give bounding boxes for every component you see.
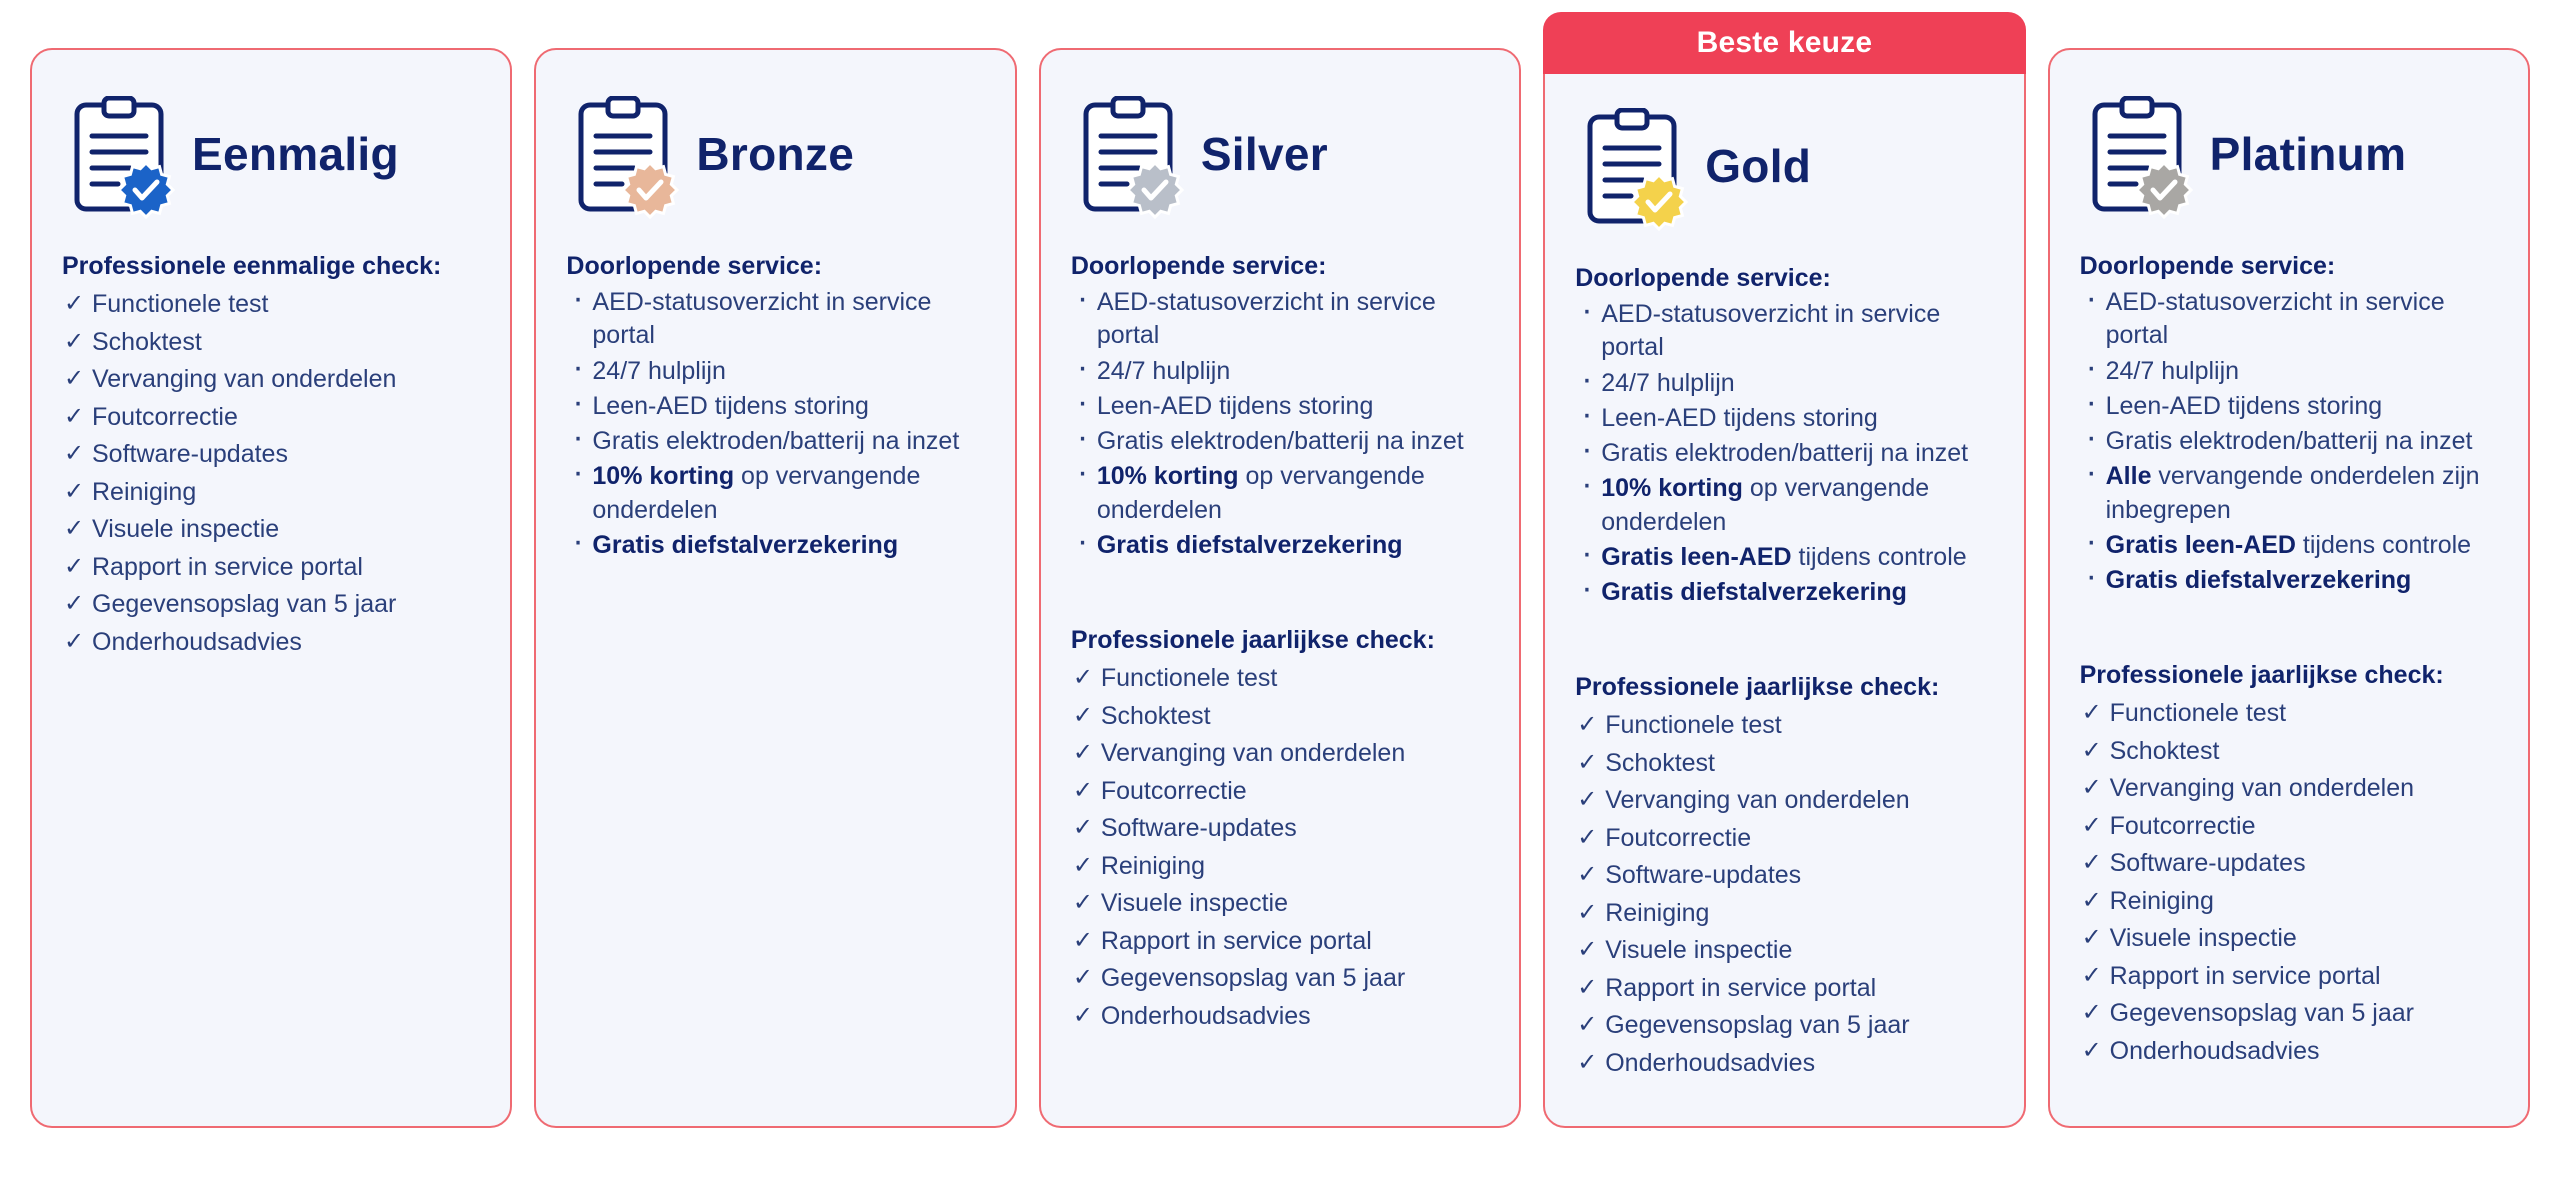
plan-badge bbox=[2084, 90, 2196, 218]
service-list-item: · Gratis elektroden/batterij na inzet bbox=[1575, 437, 1993, 470]
check-list-item: ✓ Software-updates bbox=[62, 436, 480, 474]
service-list-item: · 24/7 hulplijn bbox=[2080, 355, 2498, 388]
check-heading: Professionele eenmalige check: bbox=[62, 252, 442, 280]
check-list-item: ✓ Visuele inspectie bbox=[1575, 932, 1993, 970]
check-list bbox=[1071, 660, 1489, 1035]
check-list bbox=[2080, 695, 2498, 1070]
service-list-item: · Leen-AED tijdens storing bbox=[2080, 390, 2498, 423]
service-list-item: · Gratis leen-AED tijdens controle bbox=[1575, 541, 1993, 574]
service-list-item: · 10% korting op vervangende onderdelen bbox=[1071, 460, 1489, 527]
service-list bbox=[1575, 298, 1993, 609]
pricing-card-platinum[interactable] bbox=[2048, 48, 2530, 1128]
service-list-item: · 24/7 hulplijn bbox=[566, 355, 984, 388]
check-heading: Professionele jaarlijkse check: bbox=[1575, 673, 1940, 702]
check-list-item: ✓ Vervanging van onderdelen bbox=[2080, 770, 2498, 808]
plan-title: Gold bbox=[1705, 140, 1812, 192]
service-list-item: · Alle vervangende onderdelen zijn inbegrepen bbox=[2080, 460, 2498, 527]
service-section bbox=[1575, 262, 1993, 609]
check-list-item: ✓ Software-updates bbox=[1575, 857, 1993, 895]
service-heading: Doorlopende service: bbox=[566, 252, 823, 280]
seal-check-icon bbox=[1629, 172, 1689, 237]
check-list-item: ✓ Schoktest bbox=[62, 324, 480, 362]
card-header bbox=[1575, 96, 1993, 236]
check-list-item: ✓ Foutcorrectie bbox=[2080, 808, 2498, 846]
check-list-item: ✓ Gegevensopslag van 5 jaar bbox=[1575, 1007, 1993, 1045]
check-heading: Professionele jaarlijkse check: bbox=[2079, 661, 2444, 690]
service-list-item: · 24/7 hulplijn bbox=[1071, 355, 1489, 388]
card-header bbox=[2080, 84, 2498, 224]
check-list-item: ✓ Software-updates bbox=[2080, 845, 2498, 883]
check-list-item: ✓ Rapport in service portal bbox=[62, 549, 480, 587]
check-list-item: ✓ Visuele inspectie bbox=[1071, 885, 1489, 923]
service-list-item: · Gratis diefstalverzekering bbox=[1575, 576, 1993, 609]
service-list bbox=[1071, 286, 1489, 562]
service-heading: Doorlopende service: bbox=[1070, 252, 1327, 280]
service-list-item: · 10% korting op vervangende onderdelen bbox=[1575, 472, 1993, 539]
check-list-item: ✓ Reiniging bbox=[1071, 848, 1489, 886]
check-list-item: ✓ Functionele test bbox=[1575, 707, 1993, 745]
check-list-item: ✓ Vervanging van onderdelen bbox=[62, 361, 480, 399]
service-list-item: · AED-statusoverzicht in service portal bbox=[566, 286, 984, 353]
service-list-item: · Leen-AED tijdens storing bbox=[1575, 402, 1993, 435]
service-list-item: · Leen-AED tijdens storing bbox=[1071, 390, 1489, 423]
check-list-item: ✓ Rapport in service portal bbox=[2080, 958, 2498, 996]
pricing-card-bronze[interactable] bbox=[534, 48, 1016, 1128]
check-list bbox=[1575, 707, 1993, 1082]
check-list-item: ✓ Reiniging bbox=[62, 474, 480, 512]
service-list-item: · Gratis elektroden/batterij na inzet bbox=[1071, 425, 1489, 458]
service-list-item: · Gratis diefstalverzekering bbox=[566, 529, 984, 562]
service-heading: Doorlopende service: bbox=[1575, 264, 1831, 292]
check-list-item: ✓ Reiniging bbox=[1575, 895, 1993, 933]
service-list-item: · 10% korting op vervangende onderdelen bbox=[566, 460, 984, 527]
check-list-item: ✓ Foutcorrectie bbox=[1575, 820, 1993, 858]
check-section bbox=[62, 250, 480, 661]
check-list-item: ✓ Vervanging van onderdelen bbox=[1575, 782, 1993, 820]
check-list-item: ✓ Gegevensopslag van 5 jaar bbox=[2080, 995, 2498, 1033]
service-list-item: · Gratis elektroden/batterij na inzet bbox=[2080, 425, 2498, 458]
pricing-card-gold[interactable] bbox=[1543, 26, 2025, 1128]
plan-title: Bronze bbox=[696, 128, 855, 180]
pricing-card-eenmalig[interactable] bbox=[30, 48, 512, 1128]
check-list-item: ✓ Schoktest bbox=[2080, 733, 2498, 771]
service-list-item: · Gratis diefstalverzekering bbox=[2080, 564, 2498, 597]
card-header bbox=[1071, 84, 1489, 224]
seal-check-icon bbox=[2134, 160, 2194, 225]
check-section bbox=[2080, 659, 2498, 1070]
check-list-item: ✓ Onderhoudsadvies bbox=[1575, 1045, 1993, 1083]
service-list-item: · Gratis leen-AED tijdens controle bbox=[2080, 529, 2498, 562]
check-list-item: ✓ Onderhoudsadvies bbox=[62, 624, 480, 662]
check-list-item: ✓ Rapport in service portal bbox=[1071, 923, 1489, 961]
check-list bbox=[62, 286, 480, 661]
check-list-item: ✓ Functionele test bbox=[1071, 660, 1489, 698]
service-list-item: · Gratis elektroden/batterij na inzet bbox=[566, 425, 984, 458]
check-list-item: ✓ Foutcorrectie bbox=[62, 399, 480, 437]
check-section bbox=[1071, 624, 1489, 1035]
plan-badge bbox=[1075, 90, 1187, 218]
card-header bbox=[566, 84, 984, 224]
check-list-item: ✓ Schoktest bbox=[1575, 745, 1993, 783]
check-list-item: ✓ Visuele inspectie bbox=[62, 511, 480, 549]
service-section bbox=[566, 250, 984, 562]
check-heading: Professionele jaarlijkse check: bbox=[1070, 626, 1435, 654]
check-list-item: ✓ Functionele test bbox=[62, 286, 480, 324]
seal-check-icon bbox=[620, 160, 680, 225]
plan-badge bbox=[570, 90, 682, 218]
plan-title: Platinum bbox=[2209, 128, 2407, 180]
check-list-item: ✓ Schoktest bbox=[1071, 698, 1489, 736]
check-list-item: ✓ Software-updates bbox=[1071, 810, 1489, 848]
check-list-item: ✓ Reiniging bbox=[2080, 883, 2498, 921]
check-list-item: ✓ Visuele inspectie bbox=[2080, 920, 2498, 958]
check-list-item: ✓ Rapport in service portal bbox=[1575, 970, 1993, 1008]
plan-badge bbox=[1579, 102, 1691, 230]
service-list-item: · Leen-AED tijdens storing bbox=[566, 390, 984, 423]
service-list bbox=[2080, 286, 2498, 597]
plan-badge bbox=[66, 90, 178, 218]
check-list-item: ✓ Onderhoudsadvies bbox=[2080, 1033, 2498, 1071]
check-list-item: ✓ Vervanging van onderdelen bbox=[1071, 735, 1489, 773]
card-header bbox=[62, 84, 480, 224]
service-list bbox=[566, 286, 984, 562]
service-section bbox=[2080, 250, 2498, 597]
check-list-item: ✓ Gegevensopslag van 5 jaar bbox=[62, 586, 480, 624]
service-list-item: · AED-statusoverzicht in service portal bbox=[1071, 286, 1489, 353]
plan-title: Silver bbox=[1200, 128, 1328, 180]
pricing-card-silver[interactable] bbox=[1039, 48, 1521, 1128]
check-list-item: ✓ Functionele test bbox=[2080, 695, 2498, 733]
best-choice-label: Beste keuze bbox=[1696, 26, 1873, 59]
check-list-item: ✓ Foutcorrectie bbox=[1071, 773, 1489, 811]
service-list-item: · AED-statusoverzicht in service portal bbox=[2080, 286, 2498, 353]
seal-check-icon bbox=[116, 160, 176, 225]
service-section bbox=[1071, 250, 1489, 562]
best-choice-ribbon bbox=[1543, 12, 2025, 74]
service-heading: Doorlopende service: bbox=[2079, 252, 2336, 280]
service-list-item: · 24/7 hulplijn bbox=[1575, 367, 1993, 400]
seal-check-icon bbox=[1125, 160, 1185, 225]
service-list-item: · Gratis diefstalverzekering bbox=[1071, 529, 1489, 562]
plan-title: Eenmalig bbox=[192, 128, 399, 180]
check-list-item: ✓ Onderhoudsadvies bbox=[1071, 998, 1489, 1036]
check-list-item: ✓ Gegevensopslag van 5 jaar bbox=[1071, 960, 1489, 998]
check-section bbox=[1575, 671, 1993, 1082]
service-list-item: · AED-statusoverzicht in service portal bbox=[1575, 298, 1993, 365]
